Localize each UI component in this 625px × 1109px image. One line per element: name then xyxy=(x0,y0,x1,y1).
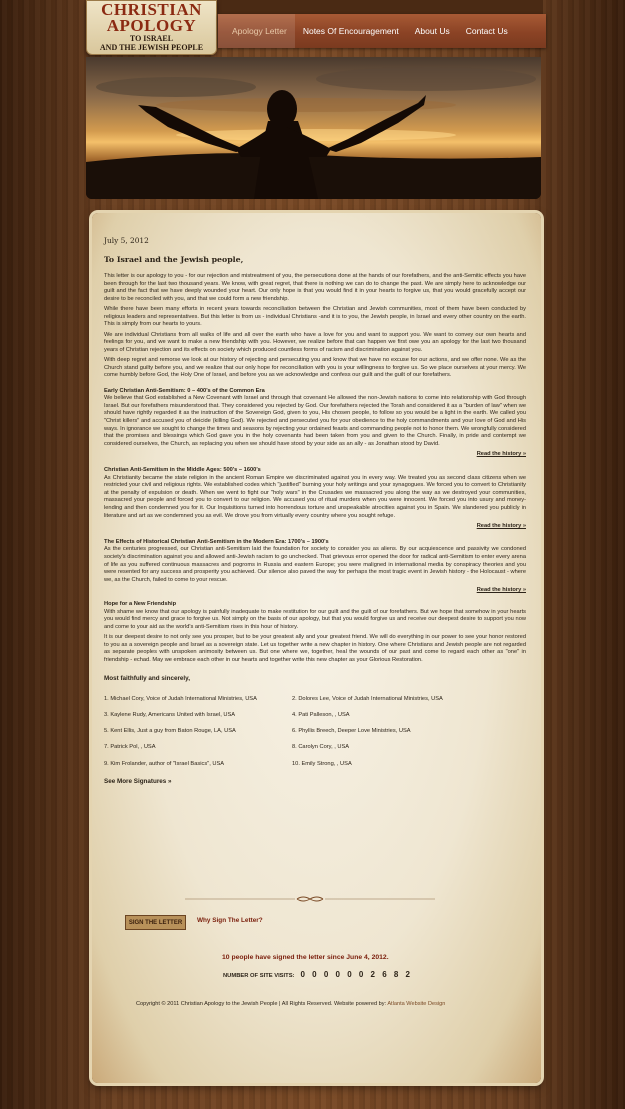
hero-image-woman-arms-raised xyxy=(86,57,541,199)
see-more-signatures-link[interactable]: See More Signatures » xyxy=(104,778,172,786)
section-body: We believe that God established a New Covenant with Israel and through that covenant He allowed the non-Jewish nations to come into relationship with God through Israel. But our forefathers misunderstood that. They considered you rejected by God. Our forefathers rejected the Torah and considered it as a "burden of law" when we should have rightly regarded it as the instruction of the Sovereign God, given to you, His chosen people, to follow so you would be a light in the earth. We called you "Christ killers" and accused you of deicide (killing God). We rejected and persecuted you for your obedience to the holy commandments and your love of God and His ways. In ignorance we sought to change the times and seasons by rejecting your ordained feasts and commanding people not to honor them. We wrongfully considered that the promises and blessings which God gave you in the holy covenants had been taken from you and given to the Church. Finally, in pride and contempt we considered ourselves, the Church, as replacing you when we should have stood by your side as an ally - as Jonathan stood by David. xyxy=(104,395,526,447)
intro-paragraph: This letter is our apology to you - for our rejection and mistreatment of you, the persecutions done at the hands of our forefathers, and the anti-Semitic effects you have been through for the last two thousand years. We know, with great regret, that there is nothing we can do to change the past. We are simply here to acknowledge our guilt and the fact that we have deeply wounded your heart. Our only hope is that you would find it in your hearts to forgive us, that you would gracefully accept our desire to be reconciled with you, and that we could form a new friendship. xyxy=(104,273,526,302)
sign-the-letter-button[interactable]: SIGN THE LETTER xyxy=(125,915,186,930)
section-body: As Christianity became the state religion in the ancient Roman Empire we discriminated against you in every way. We treated you as second class citizens when we restricted your civil and religious rights. We established codes which "justified" burning your holy writings and your synagogues. We forced you to convert to Christianity at the penalty of expulsion or death. When we went to fight our "holy wars" in the Crusades we massacred you along the way as we destroyed your communities, massacred your people and forced you to convert to our religion. We accused you of ritual murders when you were innocent. We forced you into usury and money-lending and then condemned you for it. Our Inquisitions turned into horrendous torture and unspeakable atrocities against you in Spain. We slandered you publicly in literature and art as we condemned you as evil. We drove you from virtually every country where you sought refuge. xyxy=(104,474,526,519)
section-body: It is our deepest desire to not only see you prosper, but to be your greatest ally and your greatest friend. We will do everything in our power to see your honor restored to you as a sovereign people and Israel as a sovereign state. Let us together write a new chapter in history. One where Christians and Jewish people are not regarded as separate peoples with unspoken animosity between us. But one where we, together, heal the wounds of our past and come to regard each other as "one" in friendship - echad. May we embrace each other in our hearts and together write this new chapter as your Glorious Restoration. xyxy=(104,633,526,663)
letter-salutation: To Israel and the Jewish people, xyxy=(104,254,244,264)
ornamental-divider xyxy=(185,896,435,902)
closing: Most faithfully and sincerely, xyxy=(104,675,190,683)
signature-list xyxy=(104,696,526,768)
section-heading: Early Christian Anti-Semitism: 0 – 400's of the Common Era xyxy=(104,387,265,394)
signature-item: 7. Patrick Pol, , USA xyxy=(104,744,156,751)
signature-item: 3. Kaylene Rudy, Americans United with Israel, USA xyxy=(104,712,236,719)
read-history-link[interactable]: Read the history » xyxy=(476,451,526,458)
signature-item: 10. Emily Strong, , USA xyxy=(292,760,352,767)
why-sign-link[interactable]: Why Sign The Letter? xyxy=(197,917,263,924)
signature-item: 2. Dolores Lee, Voice of Judah International Ministries, USA xyxy=(292,695,443,702)
visits-label: NUMBER OF SITE VISITS: xyxy=(223,973,295,979)
letter-date: July 5, 2012 xyxy=(104,236,149,245)
signature-item: 6. Phyllis Breech, Deeper Love Ministries, USA xyxy=(292,728,411,735)
footer-copyright: Copyright © 2011 Christian Apology to the Jewish People | All Rights Reserved. Website powered by: xyxy=(136,1001,388,1007)
footer xyxy=(136,1001,445,1007)
letter-content xyxy=(104,237,526,786)
visits-digits: 0 0 0 0 0 0 2 6 8 2 xyxy=(300,970,413,979)
nav-notes-of-encouragement[interactable]: Notes Of Encouragement xyxy=(302,26,399,36)
section-body: As the centuries progressed, our Christian anti-Semitism laid the foundation for society to consider you as aliens. By our acquiescence and passivity we condoned society's discrimination against you and allowed anti-Jewish racism to go unchecked. That grievous error opened the door for radical anti-Semitism to enter every arena of life as you suffered continuous massacres and pogroms in Russia and eastern Europe; you were maligned in international media by conspiracy theories and you were resented for any success and prosperity you achieved. Our silence also paved the way for perhaps the most tragic event in Jewish history - the Holocaust - where we, as the Church, failed to come to your rescue. xyxy=(104,546,526,583)
logo-line-4: AND THE JEWISH PEOPLE xyxy=(99,43,204,52)
intro-paragraph: While there have been many efforts in recent years towards reconciliation between the Christian and Jewish communities, most of them have been conducted by religious leaders and representatives. But this letter is from us - individual Christians -and it is to you, the Jewish people, in Israel and every other country on the earth. This is simply from our hearts to yours. xyxy=(104,306,526,328)
logo-line-1: CHRISTIAN xyxy=(101,0,202,19)
header-strip xyxy=(216,0,543,14)
hero-banner xyxy=(86,57,541,199)
signature-count: 10 people have signed the letter since June 4, 2012. xyxy=(222,954,389,961)
main-nav xyxy=(218,14,546,48)
intro-paragraph: We are individual Christians from all walks of life and all over the earth who have a love for you and want to support you. We want to convey our own hearts and feelings for you, and we want to make a new friendship with you. However, we realize before that can happen we first owe you an apology for the last two thousand years of Christian rejection and its effects on society which produced countless forms of racism and discrimination against you. xyxy=(104,331,526,353)
read-history-link[interactable]: Read the history » xyxy=(476,587,526,594)
intro-paragraph: With deep regret and remorse we look at our history of rejecting and persecuting you and know that we have no excuse for our actions, and we offer none. We as the Church stand guilty before you, and we realize that our only hope for reconciliation with you is your willingness to forgive us. So we place ourselves at your mercy. We come humbly before God, the Holy One of Israel, and before you as we acknowledge and confess our guilt and the guilt of our forefathers. xyxy=(104,356,526,379)
section-heading: Hope for a New Friendship xyxy=(104,600,177,607)
section-heading: The Effects of Historical Christian Anti-Semitism in the Modern Era: 1700's – 1900's xyxy=(104,538,329,545)
read-history-link[interactable]: Read the history » xyxy=(476,523,526,530)
signature-item: 5. Kent Ellis, Just a guy from Baton Rouge, LA, USA xyxy=(104,728,236,735)
nav-about-us[interactable]: About Us xyxy=(414,26,450,36)
nav-apology-letter[interactable]: Apology Letter xyxy=(218,14,295,48)
footer-credit-link[interactable]: Atlanta Website Design xyxy=(387,1001,446,1007)
logo-line-3: TO ISRAEL xyxy=(129,34,174,43)
signature-item: 9. Kim Frolander, author of "Israel Basics", USA xyxy=(104,760,225,767)
signature-item: 8. Carolyn Cory, , USA xyxy=(292,744,350,751)
logo-line-2: APOLOGY xyxy=(106,16,197,35)
nav-contact-us[interactable]: Contact Us xyxy=(465,26,508,36)
site-visits-counter xyxy=(223,970,413,979)
signature-item: 4. Pati Palleson, , USA xyxy=(292,712,350,719)
signature-item: 1. Michael Cory, Voice of Judah International Ministries, USA xyxy=(104,695,257,702)
section-heading: Christian Anti-Semitism in the Middle Ages: 500's – 1600's xyxy=(104,467,261,474)
section-body: With shame we know that our apology is painfully inadequate to make restitution for our guilt and the guilt of our forefathers. But we hope that somehow in your hearts you would find mercy and grace to forgive us. Not simply on the basis of our apology, but that you would forgive us and receive our deepest desire to support you now and come to your aid as the world's anti-Semitism rises in this hour of history. xyxy=(104,608,526,630)
site-logo[interactable] xyxy=(86,0,217,55)
